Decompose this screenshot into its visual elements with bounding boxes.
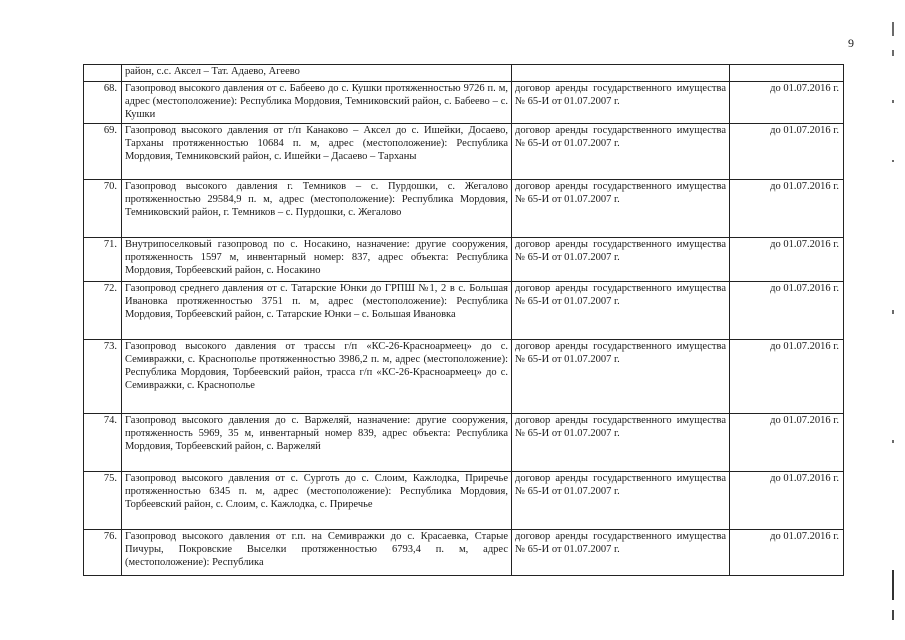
lease-basis: договор аренды государственного имущества № 65-И от 01.07.2007 г. <box>512 82 730 124</box>
object-description: Газопровод высокого давления до с. Варжеляй, назначение: другие сооружения, протяженность 5969, 35 м, инвентарный номер 839, адрес объекта: Республика Мордовия, Торбеевский район, с. Варжеляй <box>122 414 512 472</box>
lease-basis: договор аренды государственного имущества № 65-И от 01.07.2007 г. <box>512 124 730 180</box>
lease-basis: договор аренды государственного имущества № 65-И от 01.07.2007 г. <box>512 238 730 282</box>
table-row <box>84 65 844 82</box>
object-description: Газопровод высокого давления от г/п Канаково – Аксел до с. Ишейки, Досаево, Тарханы протяженностью 10684 п. м, адрес (местоположение): Республика Мордовия, Темниковский район, с. Ишейки – Дасаево – Тарханы <box>122 124 512 180</box>
scan-edge-marks <box>892 10 895 630</box>
table-row <box>84 180 844 238</box>
lease-term: до 01.07.2016 г. <box>730 414 844 472</box>
object-description: Газопровод высокого давления от г.п. на Семивражки до с. Красаевка, Старые Пичуры, Покровские Выселки протяженностью 6793,4 п. м, адрес (местоположение): Республика <box>122 530 512 576</box>
row-number <box>84 65 122 82</box>
lease-basis: договор аренды государственного имущества № 65-И от 01.07.2007 г. <box>512 340 730 414</box>
lease-term: до 01.07.2016 г. <box>730 238 844 282</box>
table-row <box>84 472 844 530</box>
row-number: 76. <box>84 530 122 576</box>
table-row <box>84 414 844 472</box>
table-row <box>84 340 844 414</box>
row-number: 72. <box>84 282 122 340</box>
object-description: район, с.с. Аксел – Тат. Адаево, Агеево <box>122 65 512 82</box>
object-description: Внутрипоселковый газопровод по с. Носакино, назначение: другие сооружения, протяженность 1597 м, инвентарный номер: 837, адрес объекта: Республика Мордовия, Торбеевский район, с. Носакино <box>122 238 512 282</box>
row-number: 75. <box>84 472 122 530</box>
row-number: 71. <box>84 238 122 282</box>
row-number: 69. <box>84 124 122 180</box>
object-description: Газопровод высокого давления от трассы г/п «КС-26-Красноармеец» до с. Семивражки, с. Краснополье протяженностью 3986,2 п. м, адрес (местоположение): Республика Мордовия, Торбеевский район, трасса г/п «КС-26-Красноармеец» до с. Семивражки, с. Краснополье <box>122 340 512 414</box>
table-row <box>84 530 844 576</box>
lease-term: до 01.07.2016 г. <box>730 180 844 238</box>
object-description: Газопровод среднего давления от с. Татарские Юнки до ГРПШ №1, 2 в с. Большая Ивановка протяженностью 3751 п. м, адрес (местоположение): Республика Мордовия, Торбеевский район, с. Татарские Юнки – с. Большая Ивановка <box>122 282 512 340</box>
row-number: 73. <box>84 340 122 414</box>
row-number: 68. <box>84 82 122 124</box>
row-number: 70. <box>84 180 122 238</box>
lease-term: до 01.07.2016 г. <box>730 282 844 340</box>
lease-basis <box>512 65 730 82</box>
lease-term: до 01.07.2016 г. <box>730 340 844 414</box>
lease-basis: договор аренды государственного имущества № 65-И от 01.07.2007 г. <box>512 472 730 530</box>
lease-term: до 01.07.2016 г. <box>730 124 844 180</box>
table-row <box>84 124 844 180</box>
lease-term <box>730 65 844 82</box>
lease-term: до 01.07.2016 г. <box>730 530 844 576</box>
row-number: 74. <box>84 414 122 472</box>
property-lease-table <box>83 64 844 576</box>
table-row <box>84 82 844 124</box>
table-row <box>84 282 844 340</box>
object-description: Газопровод высокого давления от с. Бабеево до с. Кушки протяженностью 9726 п. м, адрес (местоположение): Республика Мордовия, Темниковский район, с. Бабеево – с. Кушки <box>122 82 512 124</box>
lease-term: до 01.07.2016 г. <box>730 472 844 530</box>
object-description: Газопровод высокого давления от с. Сурготь до с. Слоим, Кажлодка, Приречье протяженностью 6345 п. м, адрес (местоположение): Республика Мордовия, Торбеевский район, с. Слоим, с. Кажлодка, с. Приречье <box>122 472 512 530</box>
lease-basis: договор аренды государственного имущества № 65-И от 01.07.2007 г. <box>512 282 730 340</box>
lease-term: до 01.07.2016 г. <box>730 82 844 124</box>
lease-basis: договор аренды государственного имущества № 65-И от 01.07.2007 г. <box>512 414 730 472</box>
object-description: Газопровод высокого давления г. Темников – с. Пурдошки, с. Жегалово протяженностью 29584,9 п. м, адрес (местоположение): Республика Мордовия, Темниковский район, г. Темников – с. Пурдошки, с. Жегалово <box>122 180 512 238</box>
lease-basis: договор аренды государственного имущества № 65-И от 01.07.2007 г. <box>512 530 730 576</box>
table-row <box>84 238 844 282</box>
page-number: 9 <box>848 36 854 50</box>
lease-basis: договор аренды государственного имущества № 65-И от 01.07.2007 г. <box>512 180 730 238</box>
